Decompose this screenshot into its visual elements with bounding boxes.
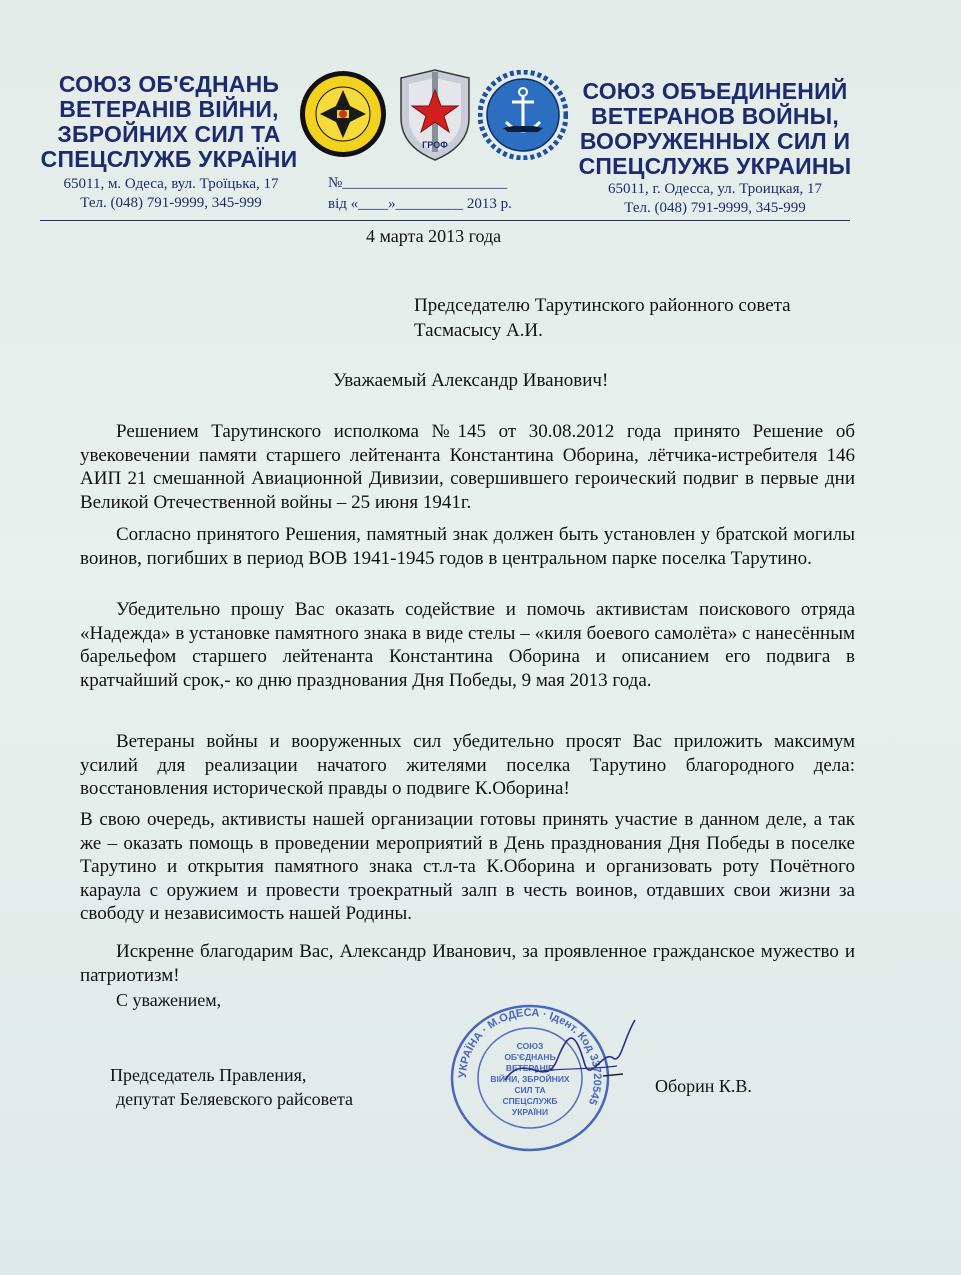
paragraph-3: Убедительно прошу Вас оказать содействие и помочь активистам поискового отряда «Надежда» в установке памятного знака в виде стелы – «киля боевого самолёта» с нанесённым барельефом старшего лейтенанта Константина Оборина и описанием его подвига в кратчайший срок,- ко дню празднования Дня Победы, 9 мая 2013 года.: [80, 599, 855, 691]
signer-name: Оборин К.В.: [655, 1076, 752, 1096]
stamp-line: УКРАЇНИ: [511, 1107, 549, 1117]
stamp-ring-text: УКРАЇНА · М.ОДЕСА · Ідент. Код 33720545: [456, 1006, 604, 1107]
salutation: Уважаемый Александр Иванович!: [333, 370, 609, 391]
left-org-phone: Тел. (048) 791-9999, 345-999: [80, 195, 262, 211]
letter-date: 4 марта 2013 года: [366, 226, 502, 246]
registration-number: №______________________: [328, 175, 508, 191]
left-org-address: 65011, м. Одеса, вул. Троїцька, 17: [63, 176, 279, 192]
signer-title-line-1: Председатель Правления,: [110, 1065, 307, 1085]
left-org-name: СОЮЗ ОБ'ЄДНАНЬ ВЕТЕРАНІВ ВІЙНИ, ЗБРОЙНИХ СИЛ ТА СПЕЦСЛУЖБ УКРАЇНИ: [40, 71, 298, 172]
shield-emblem-label: ГРОФ: [422, 140, 448, 150]
stamp-line: СИЛ ТА: [514, 1085, 546, 1095]
navy-anchor-emblem-icon: [478, 70, 568, 160]
shield-star-emblem-icon: [395, 68, 475, 163]
recipient-line-1: Председателю Тарутинского районного совета: [414, 295, 791, 316]
right-org-phone: Тел. (048) 791-9999, 345-999: [624, 200, 806, 216]
right-org-name: СОЮЗ ОБЪЕДИНЕНИЙ ВЕТЕРАНОВ ВОЙНЫ, ВООРУЖЕННЫХ СИЛ И СПЕЦСЛУЖБ УКРАИНЫ: [578, 78, 852, 179]
letterhead-divider: [40, 220, 850, 221]
handwritten-signature: [495, 1010, 645, 1100]
stamp-line: СОЮЗ: [516, 1041, 544, 1051]
paragraph-1: Решением Тарутинского исполкома №145 от 30.08.2012 года принято Решение об увековечении памяти старшего лейтенанта Константина Оборина, лётчика-истребителя 146 АИП 21 смешанной Авиационной Дивизии, совершившего героический подвиг в первые дни Великой Отечественной войны – 25 июня 1941г.: [80, 421, 855, 513]
registration-date: від «____»_________ 2013 р.: [328, 196, 512, 212]
recipient-line-2: Тасмасысу А.И.: [414, 320, 543, 341]
right-org-address: 65011, г. Одесса, ул. Троицкая, 17: [608, 181, 822, 197]
paragraph-2: Согласно принятого Решения, памятный знак должен быть установлен у братской могилы воинов, погибших в период ВОВ 1941-1945 годов в центральном парке поселка Тарутино.: [80, 524, 855, 569]
veterans-emblem-icon: [298, 68, 388, 160]
stamp-line: СПЕЦСЛУЖБ: [502, 1096, 558, 1106]
signer-title-line-2: депутат Беляевского райсовета: [116, 1089, 354, 1109]
paragraph-4: Ветераны войны и вооруженных сил убедительно просят Вас приложить максимум усилий для реализации начатого жителями поселка Тарутино благородного дела: восстановления исторической правды о подвиге К.Оборина!: [80, 731, 855, 800]
paragraph-5: В свою очередь, активисты нашей организации готовы принять участие в данном деле, а так же – оказать помощь в проведении мероприятий в День празднования Дня Победы в поселке Тарутино и открытия памятного знака ст.л-та К.Оборина и организовать роту Почётного караула с оружием и провести троекратный залп в честь воинов, отдавших свои жизни за свободу и независимость нашей Родины.: [80, 809, 855, 925]
stamp-line: ВЕТЕРАНІВ: [505, 1063, 555, 1073]
stamp-line: ВІЙНИ, ЗБРОЙНИХ: [490, 1074, 570, 1084]
paragraph-6: Искренне благодарим Вас, Александр Иванович, за проявленное гражданское мужество и патриотизм!: [80, 941, 855, 986]
stamp-line: ОБ'ЄДНАНЬ: [504, 1052, 556, 1062]
closing: С уважением,: [116, 990, 222, 1010]
